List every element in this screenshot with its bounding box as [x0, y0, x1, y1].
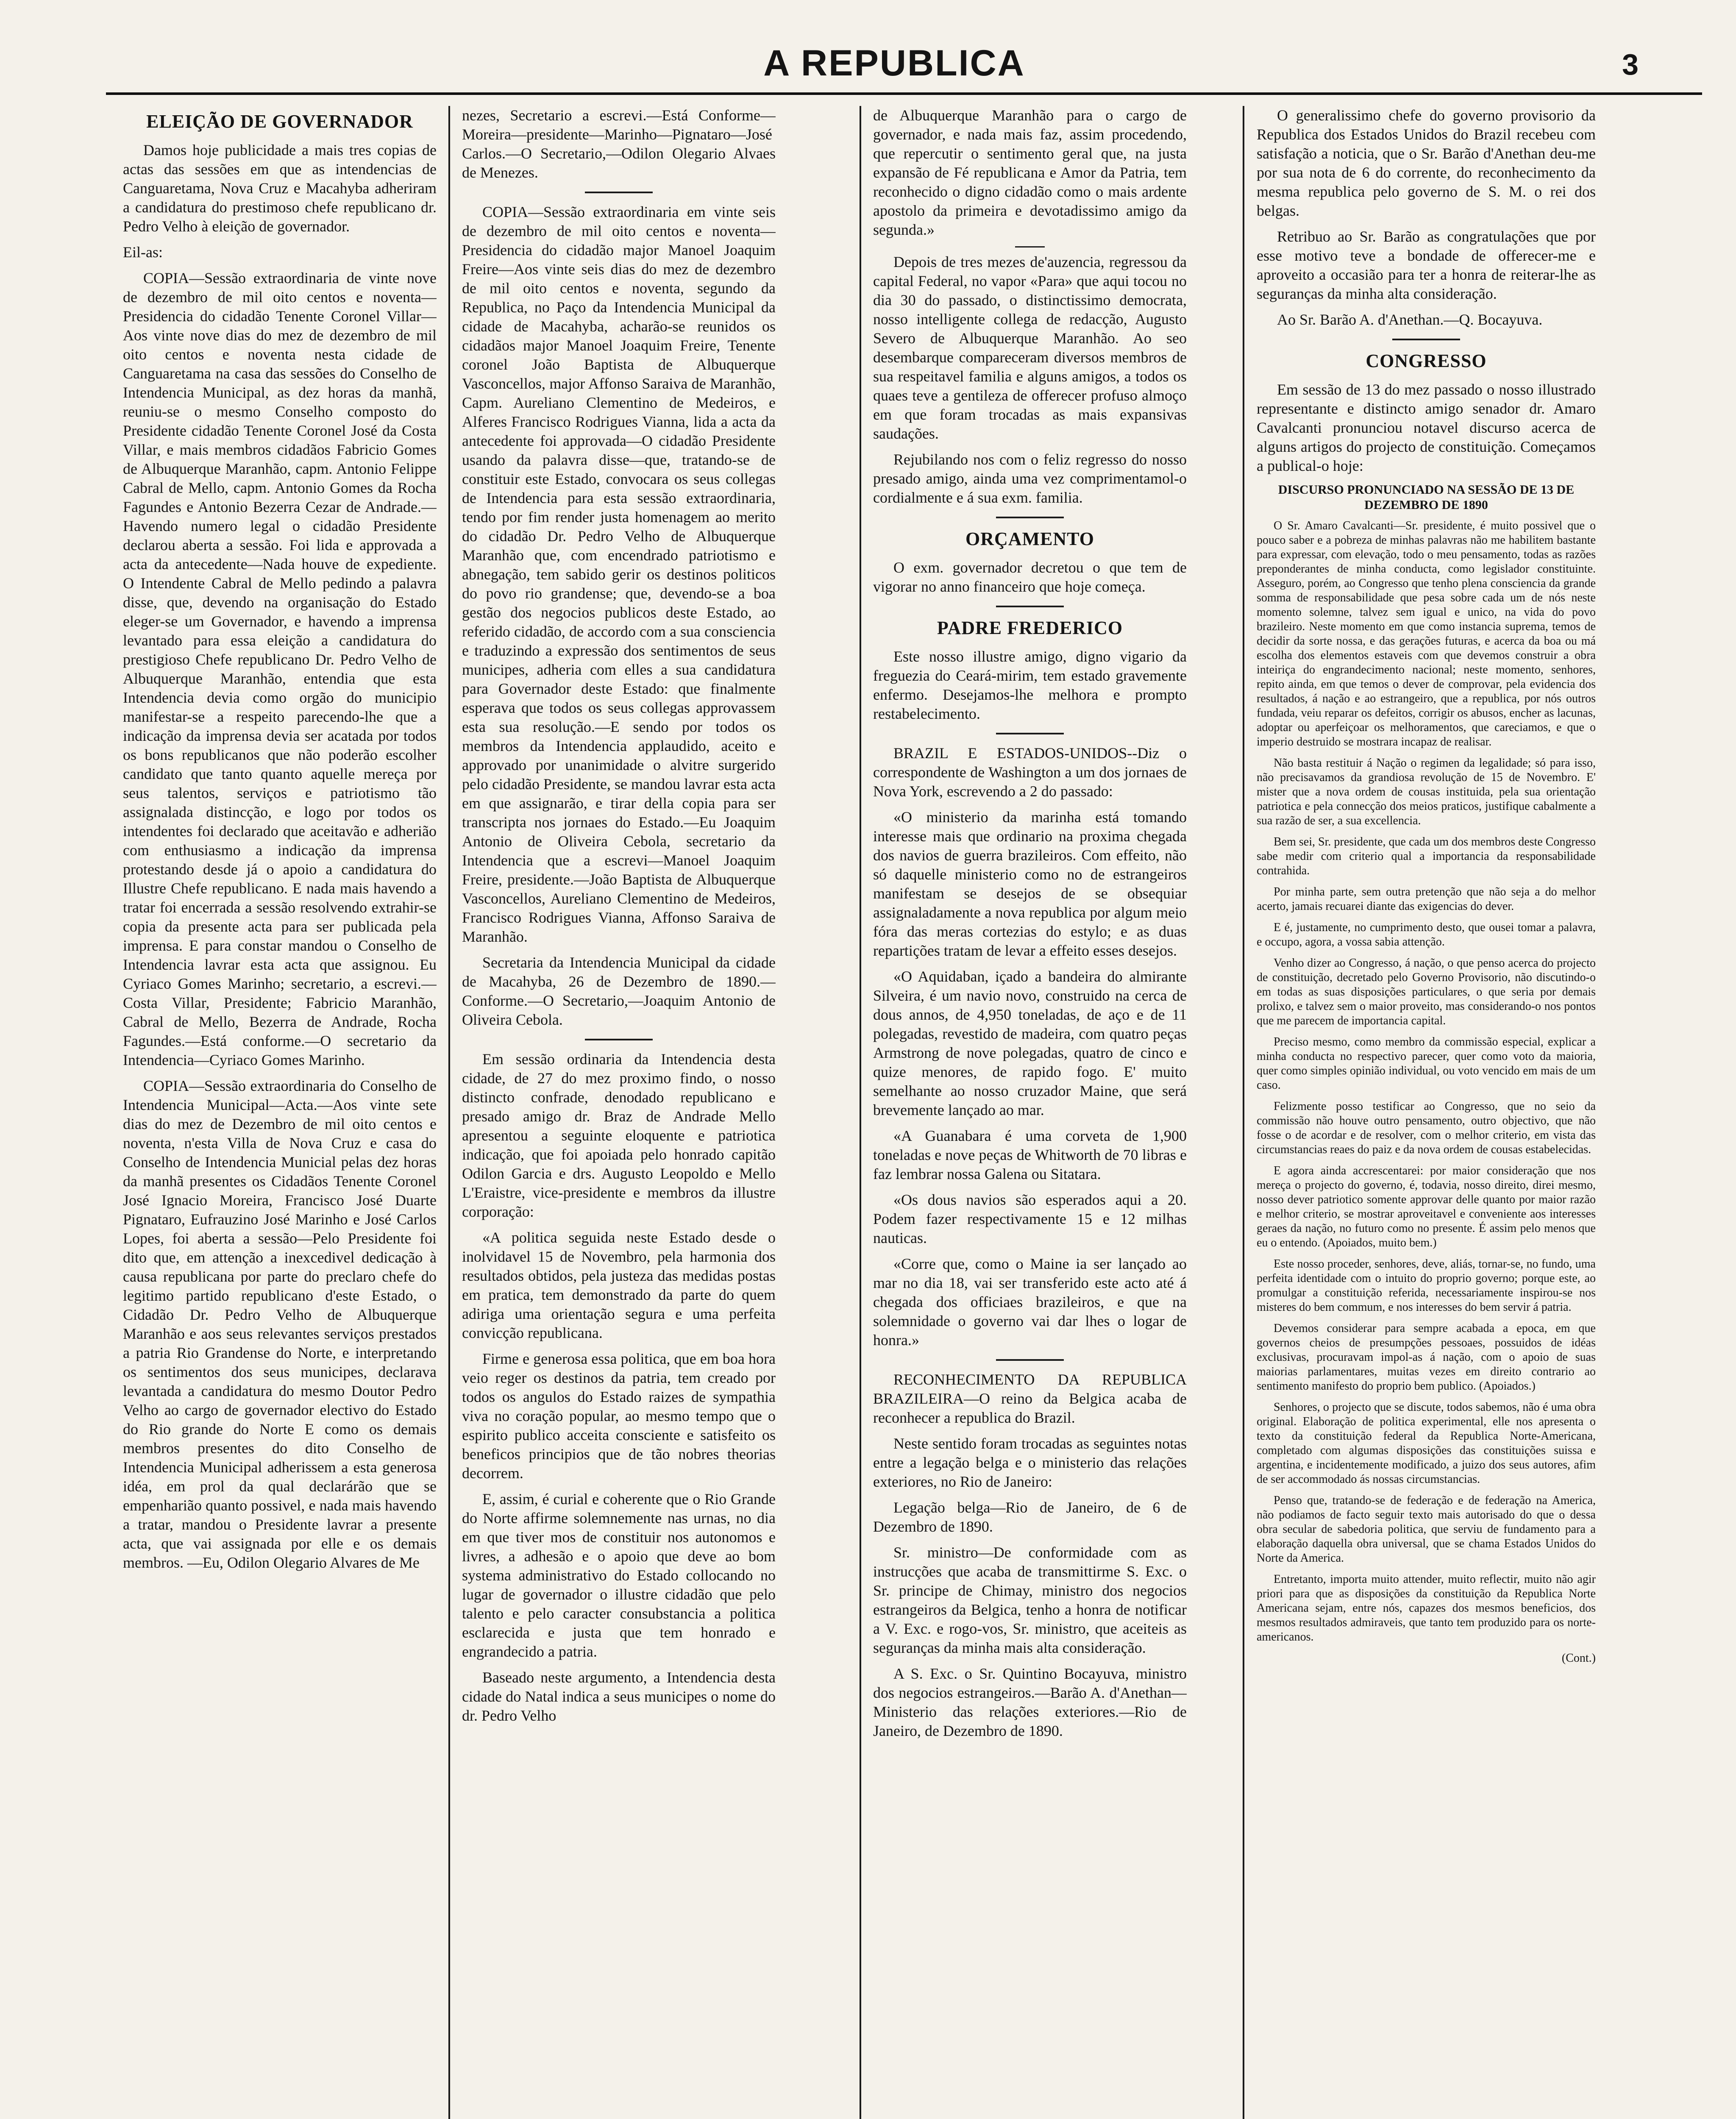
article-paragraph: Em sessão de 13 do mez passado o nosso illustrado representante e distincto amigo senador dr. Amaro Cavalcanti pronunciou notavel discurso acerca de alguns artigos do projecto de constituição. Começamos a publical-o hoje:: [1257, 381, 1596, 474]
speech-paragraph: O Sr. Amaro Cavalcanti—Sr. presidente, é muito possivel que o pouco saber e a pobreza de minhas palavras não me habilitem bastante para expressar, com elevação, todo o meu pensamento, todas as razões preponderantes de minha conducta, como legislador constituinte. Asseguro, porém, ao Congresso que tenho plena consciencia da grande somma de responsabilidade que pesa sobre cada um de nós neste momento solemne, talvez sem igual e unico, na vida do povo brazileiro. Neste momento em que como instancia suprema, temos de decidir da sorte nossa, e das gerações futuras, e acerca da boa ou má escolha dos elementos estaveis com que devemos construir a obra inteiriça do engrandecimento nacional; neste momento, senhores, repito ainda, em que temos o dever de comprovar, pela evidencia dos resultados, á nação e ao estrangeiro, que a republica, por nós outros fundada, veiu reparar os defeitos, corrigir os abusos, encher as lacunas, adoptar ou aperfeiçoar os melhoramentos, que careciamos, e que o imperio destruido se mostrara incapaz de realisar.: [1257, 519, 1596, 748]
speech-paragraph: Entretanto, importa muito attender, muito reflectir, muito não agir priori para que as disposições da constituição da Republica Norte Americana sejam, entre nós, capazes dos mesmos beneficios, dos mesmos resultados admiraveis, que tanto tem produzido para os norte-americanos.: [1257, 1573, 1596, 1643]
article-paragraph: de Albuquerque Maranhão para o cargo de governador, e nada mais faz, assim procedendo, que repercutir o sentimento geral que, na justa expansão de Fé republicana e Amor da Patria, tem reconhecido o digno cidadão como o mais ardente apostolo da primeira e devotadissimo amigo da segunda.»: [873, 107, 1187, 238]
separator: [996, 1359, 1064, 1361]
article-paragraph: «A politica seguida neste Estado desde o inolvidavel 15 de Novembro, pela harmonia dos resultados obtidos, pela justeza das medidas postas em pratica, tem demonstrado da parte do quem adiriga uma orientação segura e uma perfeita convicção republicana.: [462, 1229, 776, 1341]
separator: [585, 192, 653, 193]
article-paragraph: O generalissimo chefe do governo provisorio da Republica dos Estados Unidos do Brazil recebeu com satisfação a noticia, que o Sr. Barão d'Anethan deu-me por sua nota de 6 do corrente, do reconhecimento da mesma republica pelo governo de S. M. o rei dos belgas.: [1257, 107, 1596, 219]
speech-paragraph: Preciso mesmo, como membro da commissão especial, explicar a minha conducta no respectivo parecer, quer como voto da maioria, quer como simples opinião individual, ou voto vencido em mais de um caso.: [1257, 1035, 1596, 1092]
column-2: [462, 106, 776, 2119]
article-paragraph: Eil-as:: [123, 244, 163, 261]
article-heading: ELEIÇÃO DE GOVERNADOR: [146, 111, 413, 132]
article-paragraph: Legação belga—Rio de Janeiro, de 6 de Dezembro de 1890.: [873, 1499, 1187, 1535]
speech-paragraph: Devemos considerar para sempre acabada a epoca, em que governos cheios de presumpções pessoaes, possuidos de idéas exclusivas, procuravam impol-as á nação, com o apoio de suas maiorias parlamentares, muitas vezes em direito contrario ao sentimento manifesto do proprio bem publico. (Apoiados.): [1257, 1322, 1596, 1393]
column-divider: [448, 106, 450, 2119]
article-paragraph: Secretaria da Intendencia Municipal da cidade de Macahyba, 26 de Dezembro de 1890.—Conforme.—O Secretario,—Joaquim Antonio de Oliveira Cebola.: [462, 954, 776, 1028]
article-paragraph: «Os dous navios são esperados aqui a 20. Podem fazer respectivamente 15 e 12 milhas nauticas.: [873, 1191, 1187, 1246]
article-paragraph: A S. Exc. o Sr. Quintino Bocayuva, ministro dos negocios estrangeiros.—Barão A. d'Anethan—Ministerio das relações exteriores.—Rio de Janeiro, de Dezembro de 1890.: [873, 1665, 1187, 1739]
article-paragraph: Este nosso illustre amigo, digno vigario da freguezia do Ceará-mirim, tem estado gravemente enfermo. Desejamos-lhe melhora e prompto restabelecimento.: [873, 648, 1187, 722]
separator: [1015, 246, 1045, 247]
article-paragraph: COPIA—Sessão extraordinaria de vinte nove de dezembro de mil oito centos e noventa—Presidencia do cidadão Tenente Coronel Villar—Aos vinte nove dias do mez de dezembro de mil oito centos e noventa nesta cidade de Canguaretama na casa das sessões do Conselho de Intendencia Municipal, as dez horas da manhã, reuniu-se o mesmo Conselho composto do Presidente cidadão Tenente Coronel José da Costa Villar, e mais membros cidadãos Fabricio Gomes de Albuquerque Maranhão, capm. Antonio Felippe Cabral de Mello, capm. Antonio Gomes da Rocha Fagundes e Antonio Bezerra Cezar de Andrade.—Havendo numero legal o cidadão Presidente declarou aberta a sessão. Foi lida e approvada a acta da antecedente—Nada houve de expediente. O Intendente Cabral de Mello pedindo a palavra disse, que, devendo na organisação do Estado eleger-se um Governador, e havendo a imprensa levantado para essa eleição a candidatura do prestigioso Chefe republicano Dr. Pedro Velho de Albuquerque Maranhão, entendia que esta Intendencia devia como orgão do municipio manifestar-se a respeito parecendo-lhe que a indicação da imprensa devia ser acatada por todos os bons republicanos que não poderão escolher candidato que tanto quanto aquelle mereça por seus talentos, serviços e patriotismo tão assignalada distincção, e logo por todos os intendentes foi declarado que aceitavão e adherião com enthusiasmo a indicação da imprensa protestando desde já o apoio a candidatura do Illustre Chefe republicano. E nada mais havendo a tratar foi encerrada a sessão resolvendo extrahir-se copia da presente acta para ser publicada pela imprensa. E para constar mandou o Conselho de Intendencia lavrar esta acta que assignou. Eu Cyriaco Gomes Marinho; secretario, a escrevi.—Costa Villar, Presidente; Fabricio Maranhão, Cabral de Mello, Bezerra de Andrade, Rocha Fagundes.—Está conforme.—O secretario da Intendencia—Cyriaco Gomes Marinho.: [123, 270, 437, 1068]
page-number: 3: [1622, 48, 1639, 81]
article-paragraph: BRAZIL E ESTADOS-UNIDOS--Diz o correspondente de Washington a um dos jornaes de Nova York, escrevendo a 2 do passado:: [873, 745, 1187, 800]
newspaper-title: A REPUBLICA: [763, 43, 1025, 83]
article-paragraph: «A Guanabara é uma corveta de 1,900 toneladas e nove peças de Whitworth de 70 libras e faz lembrar nossa Galena ou Sitatara.: [873, 1127, 1187, 1182]
speech-paragraph: Bem sei, Sr. presidente, que cada um dos membros deste Congresso sabe medir com criterio qual a importancia da responsabilidade contrahida.: [1257, 835, 1596, 877]
article-paragraph: Em sessão ordinaria da Intendencia desta cidade, de 27 do mez proximo findo, o nosso distincto confrade, denodado republicano e presado amigo dr. Braz de Andrade Mello apresentou a seguinte eloquente e patriotica indicação, que foi apoiada pelo honrado capitão Odilon Garcia e drs. Augusto Leopoldo e Mello L'Eraistre, vice-presidente e membros da illustre corporação:: [462, 1051, 776, 1220]
speech-paragraph: Por minha parte, sem outra pretenção que não seja a do melhor acerto, jamais recuarei diante das exigencias do dever.: [1257, 885, 1596, 913]
speech-paragraph: Felizmente posso testificar ao Congresso, que no seio da commissão não houve outro pensamento, outro objectivo, que não fosse o de acordar e de resolver, com o melhor criterio, em vista das circumstancias reaes do paiz e da nova ordem de cousas estabelecidas.: [1257, 1100, 1596, 1156]
article-paragraph: Baseado neste argumento, a Intendencia desta cidade do Natal indica a seus municipes o nome do dr. Pedro Velho: [462, 1669, 776, 1724]
speech-paragraph: E é, justamente, no cumprimento desto, que ousei tomar a palavra, e occupo, agora, a vossa sabia attenção.: [1257, 921, 1596, 948]
article-paragraph: «Corre que, como o Maine ia ser lançado ao mar no dia 18, vai ser transferido este acto até á chegada dos officiaes brazileiros, e que na solemnidade o governo vai dar lhes o logar de honra.»: [873, 1255, 1187, 1349]
article-paragraph: Neste sentido foram trocadas as seguintes notas entre a legação belga e o ministerio das relações exteriores, no Rio de Janeiro:: [873, 1435, 1187, 1490]
article-paragraph: Firme e generosa essa politica, que em boa hora veio reger os destinos da patria, tem creado por todos os angulos do Estado raizes de sympathia viva no coração popular, ao mesmo tempo que o espirito publico acceita consciente e satisfeito os beneficos principios que de tão nobres theorias decorrem.: [462, 1350, 776, 1482]
article-paragraph: COPIA—Sessão extraordinaria em vinte seis de dezembro de mil oito centos e noventa—Presidencia do cidadão major Manoel Joaquim Freire—Aos vinte seis dias do mez de dezembro de mil oito centos e noventa, segundo da Republica, no Paço da Intendencia Municipal da cidade de Macahyba, acharão-se reunidos os cidadãos major Manoel Joaquim Freire, Tenente coronel João Baptista de Albuquerque Vasconcellos, major Affonso Saraiva de Maranhão, Capm. Aureliano Clementino de Medeiros, e Alferes Francisco Rodrigues Vianna, lida a acta da antecedente foi approvada—O cidadão Presidente usando da palavra disse—que, tratando-se de constituir este Estado, convocara os seus collegas de Intendencia para esta sessão extraordinaria, tendo por fim render justa homenagem ao merito do cidadão Dr. Pedro Velho de Albuquerque Maranhão que, com encendrado patriotismo e abnegação, tem sabido gerir os destinos politicos do povo rio grandense; que, devendo-se a boa gestão dos negocios publicos deste Estado, ao referido cidadão, de accordo com a sua consciencia e traduzindo a expressão dos sentimentos de seus municipes, adheria com elles a sua candidatura para Governador deste Estado: que finalmente esperava que todos os seus collegas approvassem esta sua resolução.—E sendo por todos os membros da Intendencia applaudido, aceito e approvado por unanimidade o alvitre surgerido pelo cidadão Presidente, se mandou lavrar esta acta em que assignarão, e tirar della copia para ser transcripta nos jornaes do Estado.—Eu Joaquim Antonio de Oliveira Cebola, secretario da Intendencia que a escrevi—Manoel Joaquim Freire, presidente.—João Baptista de Albuquerque Vasconcellos, Aureliano Clementino de Medeiros, Francisco Rodrigues Vianna, Affonso Saraiva de Maranhão.: [462, 203, 776, 945]
article-heading: PADRE FREDERICO: [937, 617, 1123, 638]
masthead-rule: [106, 92, 1702, 95]
article-paragraph: Rejubilando nos com o feliz regresso do nosso presado amigo, ainda uma vez comprimentamol-o cordialmente e á sua exm. familia.: [873, 451, 1187, 506]
article-paragraph: E, assim, é curial e coherente que o Rio Grande do Norte affirme solemnemente nas urnas, no dia em que tiver mos de constituir nos autonomos e livres, a adhesão e o apoio que deve ao bom systema administrativo do Estado collocando no lugar de governador o illustre cidadão que pelo talento e pelo caracter consubstancia a politica esclarecida e justa que tem honrado e engrandecido a patria.: [462, 1491, 776, 1660]
column-3: [873, 106, 1187, 2119]
article-paragraph: Retribuo ao Sr. Barão as congratulações que por esse motivo teve a bondade de offerecer-me e aproveito a occasião para ter a honra de reiterar-lhe as seguranças da minha alta consideração.: [1257, 228, 1596, 302]
article-paragraph: Damos hoje publicidade a mais tres copias de actas das sessões em que as intendencias de Canguaretama, Nova Cruz e Macahyba adheriram a candidatura do prestimoso chefe republicano dr. Pedro Velho à eleição de governador.: [123, 142, 437, 235]
separator: [585, 1039, 653, 1040]
article-heading: CONGRESSO: [1366, 350, 1487, 371]
column-divider: [1243, 106, 1244, 2119]
continued-note: (Cont.): [1561, 1652, 1596, 1665]
separator: [996, 517, 1064, 518]
article-paragraph: Sr. ministro—De conformidade com as instrucções que acaba de transmittirme S. Exc. o Sr. principe de Chimay, ministro dos negocios estrangeiros da Belgica, tenho a honra de notificar a V. Exc. e rogo-vos, Sr. ministro, que aceiteis as seguranças da minha mais alta consideração.: [873, 1544, 1187, 1656]
article-paragraph: Depois de tres mezes de'auzencia, regressou da capital Federal, no vapor «Para» que aqui tocou no dia 30 do passado, o distinctissimo democrata, nosso intelligente collega de redacção, Augusto Severo de Albuquerque Maranhão. Ao seo desembarque compareceram diversos membros de sua respeitavel familia e alguns amigos, a todos os quaes teve a gentileza de offerecer profuso almoço em que foram trocadas as mais expansivas saudações.: [873, 253, 1187, 442]
separator: [1392, 339, 1460, 340]
masthead: [0, 25, 1736, 85]
column-4: [1257, 106, 1596, 2119]
speech-heading: DISCURSO PRONUNCIADO NA SESSÃO DE 13 DE DEZEMBRO DE 1890: [1278, 483, 1575, 512]
article-paragraph: RECONHECIMENTO DA REPUBLICA BRAZILEIRA—O reino da Belgica acaba de reconhecer a republica do Brazil.: [873, 1371, 1187, 1426]
article-paragraph: COPIA—Sessão extraordinaria do Conselho de Intendencia Municipal—Acta.—Aos vinte sete dias do mez de Dezembro de mil oito centos e noventa, n'esta Villa de Nova Cruz e casa do Conselho de Intendencia Municial pelas dez horas da manhã presentes os Cidadãos Tenente Coronel José Ignacio Moreira, Francisco José Duarte Pignataro, Eufrauzino José Marinho e José Carlos Lopes, foi aberta a sessão—Pelo Presidente foi dito que, em attenção a inexcedivel dedicação à causa republicana por parte do preclaro chefe do legitimo partido republicano d'este Estado, o Cidadão Dr. Pedro Velho de Albuquerque Maranhão e aos seus relevantes serviços prestados a patria Rio Grandense do Norte, e interpretando os sentimentos dos seus municipes, declarava levantada a candidatura do mesmo Doutor Pedro Velho ao cargo de governador electivo do Estado do Rio grande do Norte E como os demais membros presentes do dito Conselho de Intendencia Municipal adherissem a esta generosa idéa, em prol da qual declarárão que se empenharião quanto possivel, e nada mais havendo a tratar, mandou o Presidente lavrar a presente acta, que vai assignada por elle e os demais membros. —Eu, Odilon Olegario Alvares de Me: [123, 1077, 437, 1571]
speech-paragraph: Este nosso proceder, senhores, deve, aliás, tornar-se, no fundo, uma perfeita identidade com o intuito do proprio governo; porque este, ao promulgar a constituição referida, necessariamente inspirou-se nos misteres do bem commum, e nos interesses do bem servir á patria.: [1257, 1257, 1596, 1314]
article-paragraph: O exm. governador decretou o que tem de vigorar no anno financeiro que hoje começa.: [873, 559, 1187, 595]
speech-paragraph: Venho dizer ao Congresso, á nação, o que penso acerca do projecto de constituição, decretado pelo Governo Provisorio, não discutindo-o em todas as suas disposições particulares, o que seria por demais prolixo, e talvez sem o maior proveito, mas considerando-o nos pontos que me parecem de importancia capital.: [1257, 957, 1596, 1027]
speech-paragraph: Senhores, o projecto que se discute, todos sabemos, não é uma obra original. Elaboração de politica experimental, elle nos apresenta o texto da constituição federal da Republica Norte-Americana, completado com algumas disposições das constituições suissa e argentina, e incidentemente modificado, a juizo dos seus autores, afim de ser accommodado ás nossas circumstancias.: [1257, 1401, 1596, 1486]
separator: [996, 606, 1064, 607]
article-paragraph: nezes, Secretario a escrevi.—Está Conforme—Moreira—presidente—Marinho—Pignataro—José Carlos.—O Secretario,—Odilon Olegario Alvaes de Menezes.: [462, 107, 776, 181]
article-paragraph: Ao Sr. Barão A. d'Anethan.—Q. Bocayuva.: [1277, 311, 1543, 328]
speech-paragraph: Não basta restituir á Nação o regimen da legalidade; só para isso, não precisavamos da grandiosa revolução de 15 de Novembro. E' mister que a nova ordem de cousas instituida, pela sua orientação patriotica e pela connecção dos meios praticos, justifique cabalmente a sua razão de ser, a sua excellencia.: [1257, 756, 1596, 827]
article-paragraph: «O Aquidaban, içado a bandeira do almirante Silveira, é um navio novo, construido na cerca de dous annos, de 4,950 toneladas, de aço e de 11 polegadas, revestido de madeira, com quatro peças Armstrong de nove polegadas, quatro de cinco e quize menores, de rapido fogo. E' muito semelhante ao nosso cruzador Maine, que será brevemente lançado ao mar.: [873, 968, 1187, 1118]
column-1: [123, 106, 437, 2119]
speech-paragraph: Penso que, tratando-se de federação e de federação na America, não podiamos de facto seguir texto mais autorisado do que o dessa obra secular de sabedoria politica, que serviu de fundamento para a elaboração daquella obra universal, que se chama Estados Unidos do Norte da America.: [1257, 1494, 1596, 1565]
speech-paragraph: E agora ainda accrescentarei: por maior consideração que nos mereça o projecto do governo, é, todavia, nosso direito, direi mesmo, nosso dever patriotico somente approvar delle quanto por maior razão e melhor criterio, se mostrar aproveitavel e conveniente aos interesses geraes da nação, no futuro como no presente. É assim pelo menos que eu o entendo. (Apoiados, muito bem.): [1257, 1164, 1596, 1249]
separator: [996, 733, 1064, 734]
column-divider: [860, 106, 861, 2119]
article-heading: ORÇAMENTO: [965, 528, 1094, 549]
article-paragraph: «O ministerio da marinha está tomando interesse mais que ordinario na proxima chegada dos navios de guerra brazileiros. Com effeito, não só daquelle ministerio como no de estrangeiros manifestam se desejos de se obsequiar assignaladamente a nova republica por algum meio fóra das meras cortezias do estylo; e as duas repartições tratam de levar a effeito esses desejos.: [873, 809, 1187, 959]
